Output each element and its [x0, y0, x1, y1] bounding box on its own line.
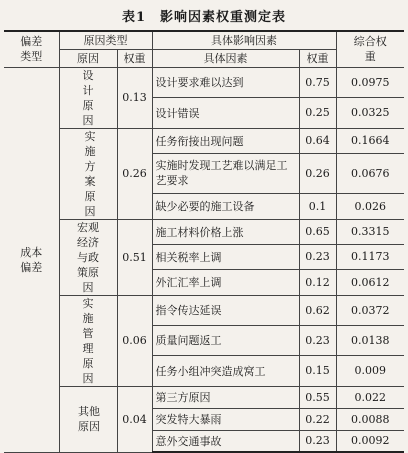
factor-weight-cell: 0.1: [299, 193, 336, 219]
combined-weight-cell: 0.3315: [336, 219, 404, 244]
factor-weight-cell: 0.64: [299, 128, 336, 154]
table-caption: [0, 6, 408, 25]
combined-weight-cell: 0.1173: [336, 244, 404, 269]
deviation-type-cell: 成本偏差: [4, 67, 59, 452]
combined-weight-cell: 0.0092: [336, 430, 404, 452]
cause-cell: 设计原因: [59, 67, 117, 128]
factor-weight-cell: 0.62: [299, 295, 336, 325]
table-row: [4, 67, 404, 98]
factor-name-cell: 设计错误: [152, 98, 299, 129]
combined-weight-cell: 0.0975: [336, 67, 404, 98]
combined-weight-cell: 0.0138: [336, 325, 404, 355]
factor-name-cell: 外汇汇率上调: [152, 270, 299, 295]
header-cause: 原因: [59, 49, 117, 67]
factor-name-cell: 突发特大暴雨: [152, 408, 299, 430]
header-factor-weight: 权重: [299, 49, 336, 67]
cause-weight-cell: 0.13: [117, 67, 152, 128]
combined-weight-cell: 0.0088: [336, 408, 404, 430]
factor-weight-cell: 0.26: [299, 154, 336, 194]
factor-name-cell: 施工材料价格上涨: [152, 219, 299, 244]
factor-name-cell: 设计要求难以达到: [152, 67, 299, 98]
combined-weight-cell: 0.0372: [336, 295, 404, 325]
factor-name-cell: 指令传达延误: [152, 295, 299, 325]
cause-cell: 实施管理原因: [59, 295, 117, 386]
factor-name-cell: 相关税率上调: [152, 244, 299, 269]
cause-weight-cell: 0.51: [117, 219, 152, 295]
header-cause-type: 原因类型: [59, 31, 152, 49]
header-cause-weight: 权重: [117, 49, 152, 67]
combined-weight-cell: 0.022: [336, 386, 404, 408]
factor-weight-cell: 0.75: [299, 67, 336, 98]
table-body: [4, 67, 404, 452]
cause-weight-cell: 0.04: [117, 386, 152, 452]
table-row: [4, 386, 404, 408]
combined-weight-cell: 0.0612: [336, 270, 404, 295]
table-row: [4, 219, 404, 244]
combined-weight-cell: 0.0676: [336, 154, 404, 194]
header-specific-factor: 具体因素: [152, 49, 299, 67]
factor-name-cell: 缺少必要的施工设备: [152, 193, 299, 219]
factor-weight-cell: 0.25: [299, 98, 336, 129]
header-deviation-type: 偏差类型: [4, 31, 59, 67]
factor-weight-cell: 0.15: [299, 356, 336, 386]
factor-weight-cell: 0.65: [299, 219, 336, 244]
table-title: 影响因素权重测定表: [160, 10, 287, 25]
factor-name-cell: 第三方原因: [152, 386, 299, 408]
factor-weight-cell: 0.23: [299, 325, 336, 355]
cause-cell: 实施方案原因: [59, 128, 117, 219]
factor-name-cell: 任务衔接出现问题: [152, 128, 299, 154]
combined-weight-cell: 0.009: [336, 356, 404, 386]
factor-weight-cell: 0.12: [299, 270, 336, 295]
cause-cell: 其他原因: [59, 386, 117, 452]
factor-name-cell: 实施时发现工艺难以满足工艺要求: [152, 154, 299, 194]
factor-weight-cell: 0.55: [299, 386, 336, 408]
table-row: [4, 295, 404, 325]
header-combined-weight: 综合权重: [336, 31, 404, 67]
table-row: [4, 128, 404, 154]
combined-weight-cell: 0.0325: [336, 98, 404, 129]
factor-name-cell: 意外交通事故: [152, 430, 299, 452]
cause-cell: 宏观经济与政策原因: [59, 219, 117, 295]
weight-table: [4, 30, 404, 453]
factor-weight-cell: 0.23: [299, 244, 336, 269]
header-specific-factor-group: 具体影响因素: [152, 31, 336, 49]
factor-name-cell: 质量问题返工: [152, 325, 299, 355]
table-number: 表1: [121, 10, 147, 25]
cause-weight-cell: 0.26: [117, 128, 152, 219]
factor-weight-cell: 0.23: [299, 430, 336, 452]
factor-weight-cell: 0.22: [299, 408, 336, 430]
combined-weight-cell: 0.026: [336, 193, 404, 219]
cause-weight-cell: 0.06: [117, 295, 152, 386]
combined-weight-cell: 0.1664: [336, 128, 404, 154]
factor-name-cell: 任务小组冲突造成窝工: [152, 356, 299, 386]
